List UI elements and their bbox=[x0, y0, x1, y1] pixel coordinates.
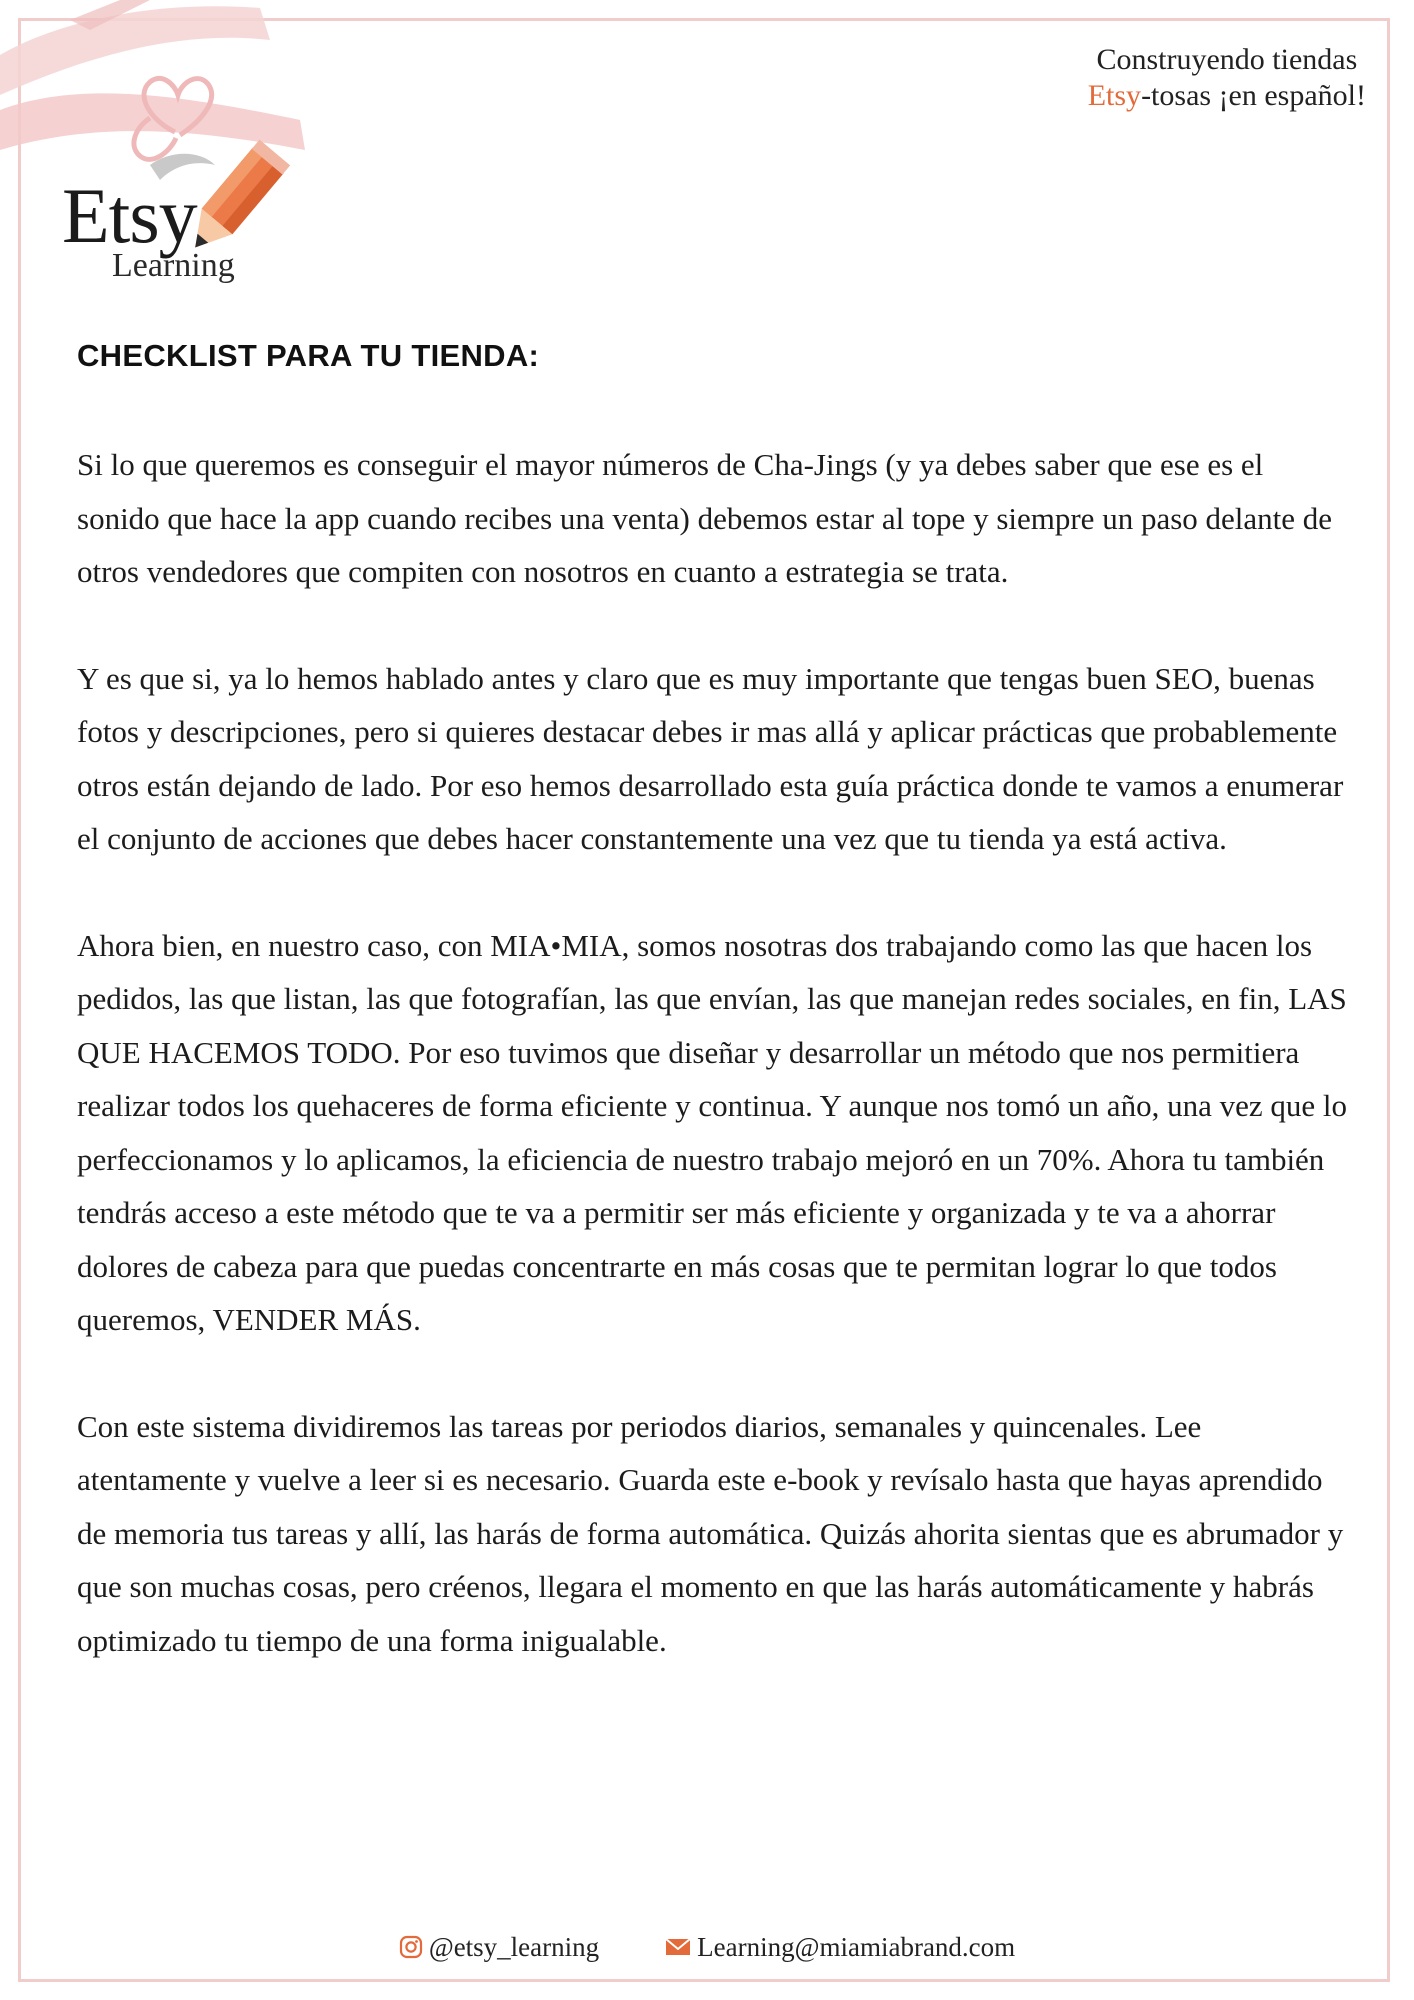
tagline bbox=[1088, 42, 1366, 114]
instagram-icon bbox=[399, 1935, 423, 1959]
tagline-brand: Etsy bbox=[1087, 79, 1142, 112]
tagline-line1: Construyendo tiendas bbox=[1096, 43, 1358, 76]
tagline-line2 bbox=[1088, 78, 1366, 114]
email-address: Learning@miamiabrand.com bbox=[697, 1932, 1016, 1962]
mail-icon bbox=[665, 1937, 691, 1957]
logo-subtitle: Learning bbox=[112, 247, 235, 284]
paragraph: Y es que si, ya lo hemos hablado antes y claro que es muy importante que tengas buen SEO, buenas fotos y descripciones, pero si quieres destacar debes ir mas allá y aplicar prácticas que probablemente otros están dejando de lado. Por eso hemos desarrollado esta guía práctica donde te vamos a enumerar el conjunto de acciones que debes hacer constantemente una vez que tu tienda ya está activa. bbox=[77, 660, 1344, 856]
logo bbox=[0, 0, 380, 320]
document-heading: CHECKLIST PARA TU TIENDA: bbox=[77, 338, 540, 373]
paragraph: Ahora bien, en nuestro caso, con MIA•MIA, somos nosotras dos trabajando como las que hacen los pedidos, las que listan, las que fotografían, las que envían, las que manejan redes sociales, en fin, LAS QUE HACEMOS TODO. Por eso tuvimos que diseñar y desarrollar un método que nos permitiera realizar todos los quehaceres de forma eficiente y continua. Y aunque nos tomó un año, una vez que lo perfeccionamos y lo aplicamos, la eficiencia de nuestro trabajo mejoró en un 70%. Ahora tu también tendrás acceso a este método que te va a permitir ser más eficiente y organizada y te va a ahorrar dolores de cabeza para que puedas concentrarte en más cosas que te permitan lograr lo que todos queremos, VENDER MÁS. bbox=[77, 927, 1347, 1337]
document-body bbox=[77, 438, 1347, 1720]
email-link[interactable] bbox=[665, 1930, 1015, 1964]
instagram-link[interactable] bbox=[399, 1930, 599, 1964]
paragraph: Si lo que queremos es conseguir el mayor números de Cha-Jings (y ya debes saber que ese es el sonido que hace la app cuando recibes una venta) debemos estar al tope y siempre un paso delante de otros vendedores que compiten con nosotros en cuanto a estrategia se trata. bbox=[77, 447, 1333, 589]
logo-wordmark: Etsy bbox=[62, 172, 197, 259]
tagline-rest: -tosas ¡en español! bbox=[1141, 79, 1366, 112]
footer bbox=[0, 1930, 1414, 1964]
instagram-handle: @etsy_learning bbox=[428, 1932, 600, 1962]
paragraph: Con este sistema dividiremos las tareas por periodos diarios, semanales y quincenales. Lee atentamente y vuelve a leer si es necesario. Guarda este e-book y revísalo hasta que hayas aprendido de memoria tus tareas y allí, las harás de forma automática. Quizás ahorita sientas que es abrumador y que son muchas cosas, pero créenos, llegara el momento en que las harás automáticamente y habrás optimizado tu tiempo de una forma inigualable. bbox=[77, 1408, 1344, 1658]
